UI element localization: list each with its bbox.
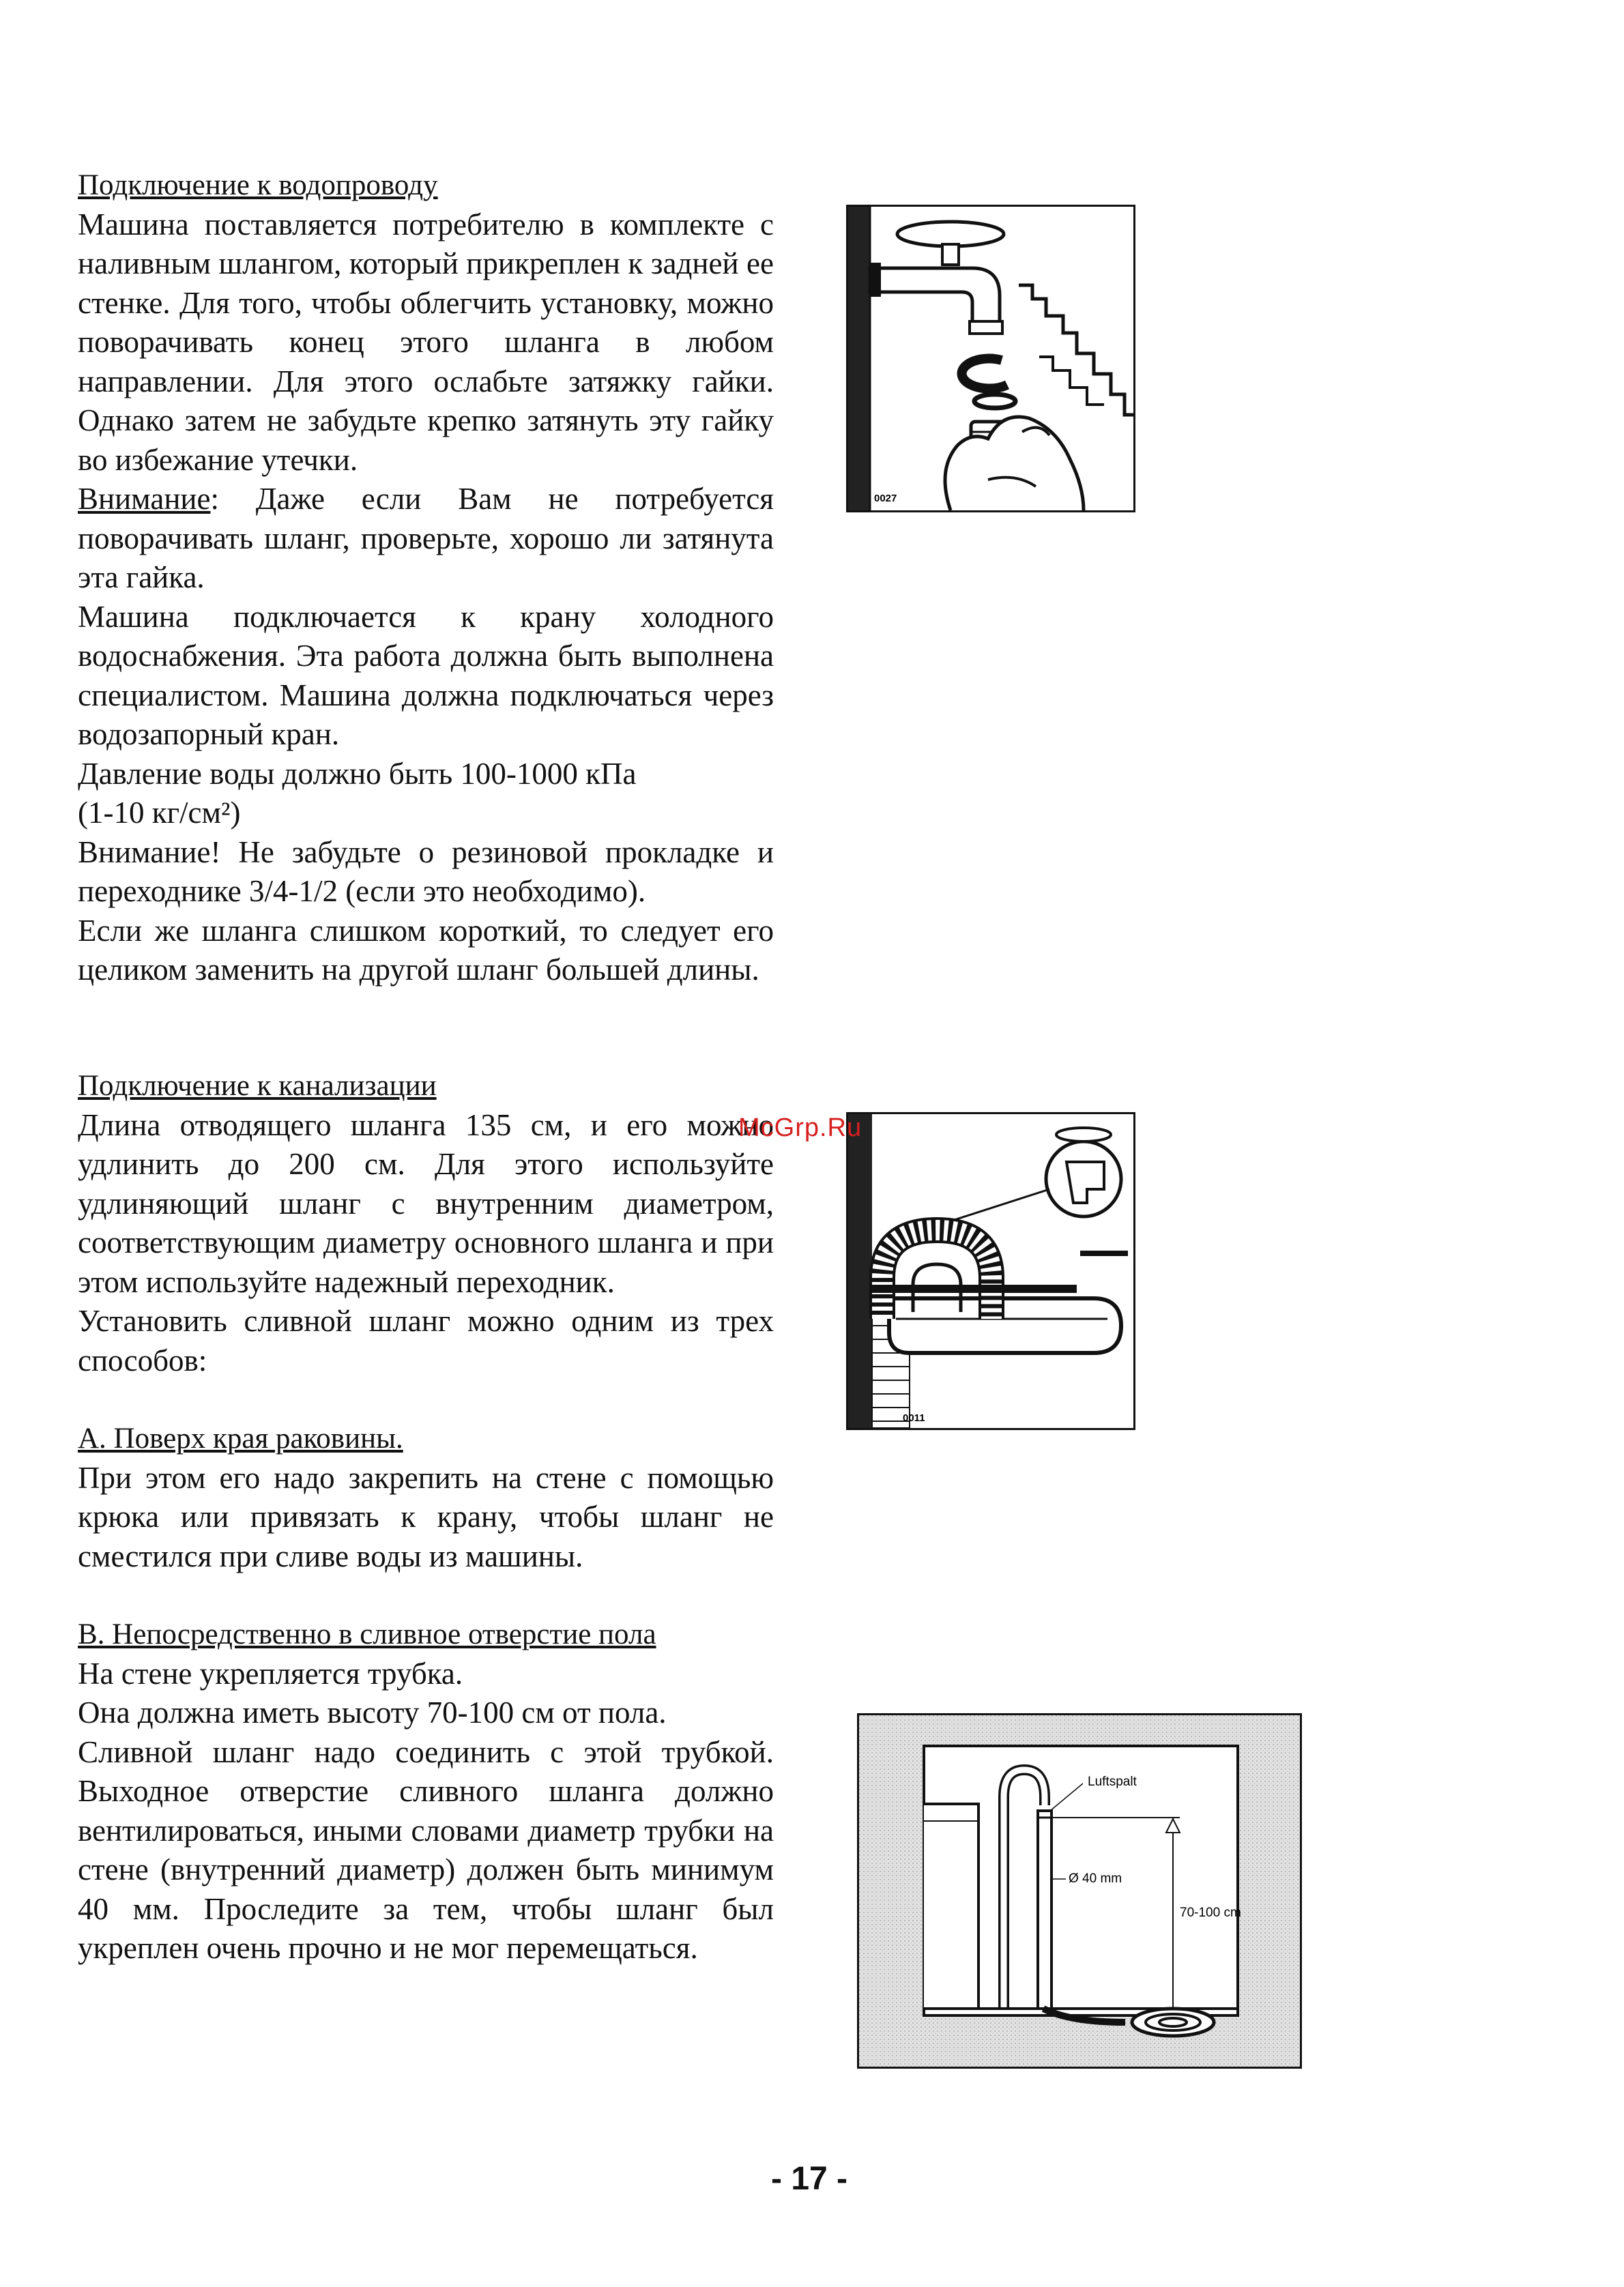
paragraph: Установить сливной шланг можно одним из трех способов: [78, 1304, 774, 1378]
watermark: McGrp.Ru [738, 1113, 862, 1142]
figure-code: 0027 [874, 493, 897, 504]
label-pipe-height: 70-100 cm [1180, 1906, 1241, 1920]
section-drain [78, 1066, 774, 1968]
heading-water-supply: Подключение к водопроводу [78, 169, 438, 201]
label-pipe-diameter: Ø 40 mm [1069, 1871, 1122, 1886]
figure-floor-drain [857, 1713, 1302, 2069]
attention-text: : Даже если Вам не потребуется поворачивать шланг, проверьте, хорошо ли затянута эта гайка. [78, 482, 774, 594]
tap-connection-illustration [848, 207, 1133, 510]
floor-drain-illustration [859, 1715, 1300, 2067]
attention-paragraph [78, 480, 774, 598]
figure-tap-connection [846, 205, 1135, 512]
heading-drain: Подключение к канализации [78, 1070, 437, 1102]
paragraph: Машина поставляется потребителю в комплекте с наливным шлангом, который прикреплен к задней ее стенке. Для того, чтобы облегчить установку, можно поворачивать конец этого шланга в любом направлении. Для этого ослабьте затяжку гайки. Однако затем не забудьте крепко затянуть эту гайку во избежание утечки. [78, 207, 774, 477]
sink-edge-illustration [848, 1114, 1133, 1428]
paragraph: Сливной шланг надо соединить с этой трубкой. Выходное отверстие сливного шланга должно вентилироваться, иными словами диаметр трубки на стене (внутренний диаметр) должен быть минимум 40 мм. Проследите за тем, чтобы шланг был укреплен очень прочно и не мог перемещаться. [78, 1734, 774, 1965]
paragraph: Машина подключается к крану холодного водоснабжения. Эта работа должна быть выполнена специалистом. Машина должна подключаться через водозапорный кран. [78, 599, 774, 751]
attention-label: Внимание [78, 482, 211, 516]
heading-option-a: А. Поверх края раковины. [78, 1423, 403, 1455]
paragraph: Она должна иметь высоту 70-100 см от пола. [78, 1695, 667, 1730]
paragraph: Длина отводящего шланга 135 см, и его можно удлинить до 200 см. Для этого используйте удлиняющий шланг с внутренним диаметром, соответствующим диаметру основного шланга и при этом используйте надежный переходник. [78, 1107, 774, 1299]
figure-code: 0011 [903, 1412, 925, 1424]
pressure-line: Давление воды должно быть 100-1000 кПа [78, 756, 637, 791]
paragraph: При этом его надо закрепить на стене с помощью крюка или привязать к крану, чтобы шланг не сместился при сливе воды из машины. [78, 1460, 774, 1573]
pressure-line-units: (1-10 кг/см²) [78, 796, 241, 830]
paragraph: На стене укрепляется трубка. [78, 1656, 463, 1691]
page-number: - 17 - [771, 2161, 848, 2197]
paragraph: Внимание! Не забудьте о резиновой прокладке и переходнике 3/4-1/2 (если это необходимо). [78, 834, 774, 908]
paragraph: Если же шланга слишком короткий, то следует его целиком заменить на другой шланг большей длины. [78, 913, 774, 987]
figure-sink-edge [846, 1112, 1135, 1430]
heading-option-b: В. Непосредственно в сливное отверстие пола [78, 1618, 656, 1650]
section-water-supply [78, 166, 774, 990]
label-air-gap: Luftspalt [1088, 1775, 1137, 1789]
